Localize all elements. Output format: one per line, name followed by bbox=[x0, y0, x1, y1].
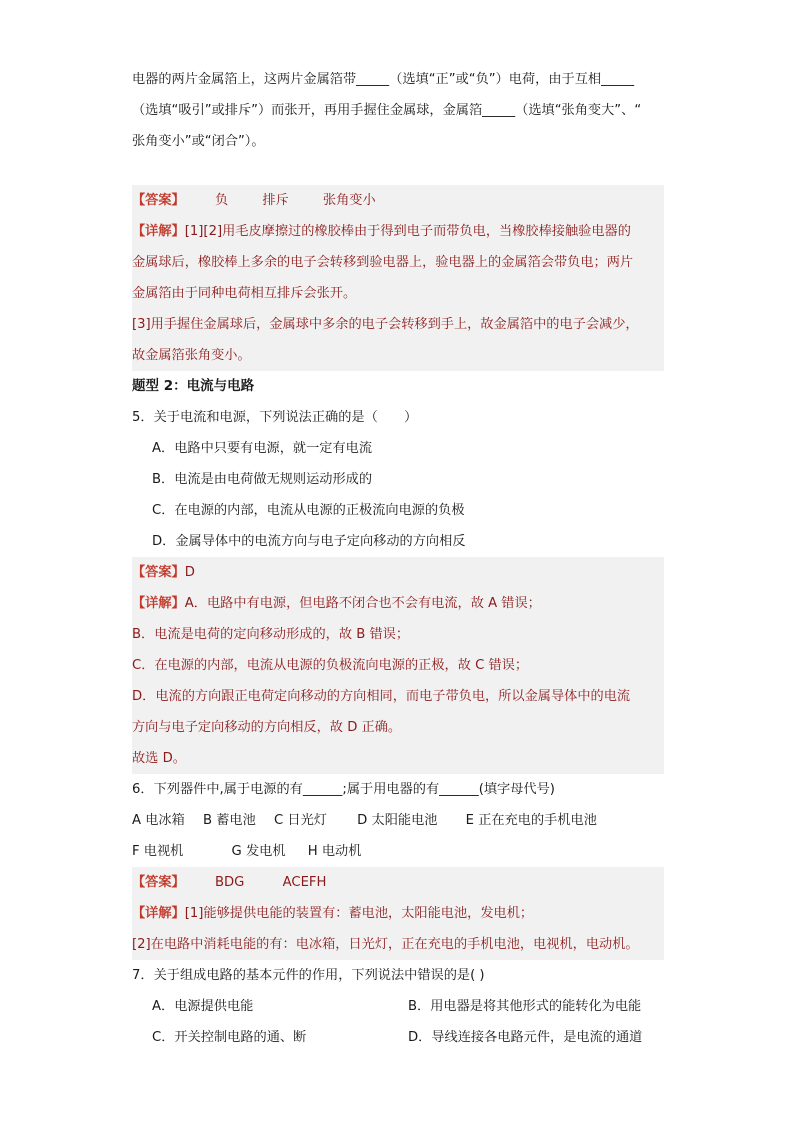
q4-detail-line: 金属箔由于同种电荷相互排斥会张开。 bbox=[132, 286, 357, 301]
detail-text: [1][2]用毛皮摩擦过的橡胶棒由于得到电子而带负电，当橡胶棒接触验电器的 bbox=[184, 224, 631, 239]
q6-item: H 电动机 bbox=[307, 844, 362, 859]
q5-option-b: B．电流是由电荷做无规则运动形成的 bbox=[152, 472, 373, 487]
detail-text: A．电路中有电源，但电路不闭合也不会有电流，故 A 错误； bbox=[184, 596, 541, 611]
q5-detail-line: D．电流的方向跟正电荷定向移动的方向相同，而电子带负电，所以金属导体中的电流 bbox=[132, 689, 631, 704]
q6-item: A 电冰箱 bbox=[132, 813, 185, 828]
q6-item: G 发电机 bbox=[231, 844, 286, 859]
q5-detail-line: 故选 D。 bbox=[132, 751, 186, 766]
answer-tag: 【答案】 bbox=[132, 875, 185, 890]
q5-detail-line: 方向与电子定向移动的方向相反，故 D 正确。 bbox=[132, 720, 402, 735]
q7-option-d: D．导线连接各电路元件，是电流的通道 bbox=[408, 1030, 643, 1045]
q4-stem bbox=[132, 64, 664, 157]
q6-item: B 蓄电池 bbox=[202, 813, 256, 828]
q6-answer bbox=[132, 867, 664, 898]
q6-answer-block bbox=[132, 867, 664, 960]
q7-stem: 7．关于组成电路的基本元件的作用，下列说法中错误的是( ) bbox=[132, 968, 485, 983]
detail-text: [1]能够提供电能的装置有：蓄电池，太阳能电池，发电机； bbox=[184, 906, 534, 921]
q5-detail-line: C．在电源的内部，电流从电源的负极流向电源的正极，故 C 错误； bbox=[132, 658, 529, 673]
q5-detail-line: B．电流是电荷的定向移动形成的，故 B 错误； bbox=[132, 627, 410, 642]
q5-detail-line bbox=[132, 588, 664, 619]
q6-items-row bbox=[132, 805, 664, 836]
q5 bbox=[132, 402, 664, 557]
answer-value-2: 排斥 bbox=[262, 193, 289, 208]
q6-detail-line bbox=[132, 898, 664, 929]
q4-stem-line: （选填“吸引”或排斥”）而张开，再用手握住金属球，金属箔_____（选填“张角变大”、“ bbox=[132, 103, 642, 118]
answer-tag: 【答案】 bbox=[132, 193, 185, 208]
detail-tag: 【详解】 bbox=[132, 224, 185, 239]
q4-detail-line: 故金属箔张角变小。 bbox=[132, 348, 251, 363]
q6-item: E 正在充电的手机电池 bbox=[465, 813, 597, 828]
q5-answer bbox=[132, 557, 664, 588]
q6-stem: 6．下列器件中,属于电源的有______;属于用电器的有______(填字母代号) bbox=[132, 782, 555, 797]
detail-tag: 【详解】 bbox=[132, 906, 185, 921]
q4-answer bbox=[132, 185, 664, 216]
q5-option-a: A．电路中只要有电源，就一定有电流 bbox=[152, 441, 373, 456]
q6 bbox=[132, 774, 664, 867]
answer-tag: 【答案】 bbox=[132, 565, 185, 580]
q5-option-d: D．金属导体中的电流方向与电子定向移动的方向相反 bbox=[152, 534, 466, 549]
q4-detail-line bbox=[132, 216, 664, 247]
answer-value-3: 张角变小 bbox=[322, 193, 376, 208]
q4-stem-line: 张角变小”或“闭合”）。 bbox=[132, 134, 265, 149]
q7 bbox=[132, 960, 664, 1053]
q6-item: F 电视机 bbox=[132, 844, 184, 859]
answer-value: D bbox=[184, 565, 195, 580]
q7-option-b: B．用电器是将其他形式的能转化为电能 bbox=[408, 999, 642, 1014]
q5-stem: 5．关于电流和电源，下列说法正确的是（ ） bbox=[132, 410, 418, 425]
q5-option-c: C．在电源的内部，电流从电源的正极流向电源的负极 bbox=[152, 503, 465, 518]
q4-answer-block bbox=[132, 185, 664, 371]
document-page bbox=[132, 64, 664, 1053]
answer-value-1: BDG bbox=[214, 875, 245, 890]
detail-tag: 【详解】 bbox=[132, 596, 185, 611]
q4-detail-line: 金属球后，橡胶棒上多余的电子会转移到验电器上，验电器上的金属箔会带负电；两片 bbox=[132, 255, 634, 270]
answer-value-1: 负 bbox=[214, 193, 229, 208]
q6-detail-line: [2]在电路中消耗电能的有：电冰箱，日光灯，正在充电的手机电池，电视机，电动机。 bbox=[132, 937, 639, 952]
q4-detail-line: [3]用手握住金属球后，金属球中多余的电子会转移到手上，故金属箔中的电子会减少， bbox=[132, 317, 639, 332]
answer-value-2: ACEFH bbox=[282, 875, 327, 890]
q7-option-a: A．电源提供电能 bbox=[152, 999, 254, 1014]
q7-option-c: C．开关控制电路的通、断 bbox=[152, 1030, 307, 1045]
q6-item: D 太阳能电池 bbox=[357, 813, 438, 828]
q6-items-row bbox=[132, 836, 664, 867]
q6-item: C 日光灯 bbox=[274, 813, 327, 828]
q4-stem-line: 电器的两片金属箔上，这两片金属箔带_____（选填“正”或“负”）电荷，由于互相_____ bbox=[132, 72, 635, 87]
q5-answer-block bbox=[132, 557, 664, 774]
section-title: 题型 2：电流与电路 bbox=[132, 378, 255, 394]
